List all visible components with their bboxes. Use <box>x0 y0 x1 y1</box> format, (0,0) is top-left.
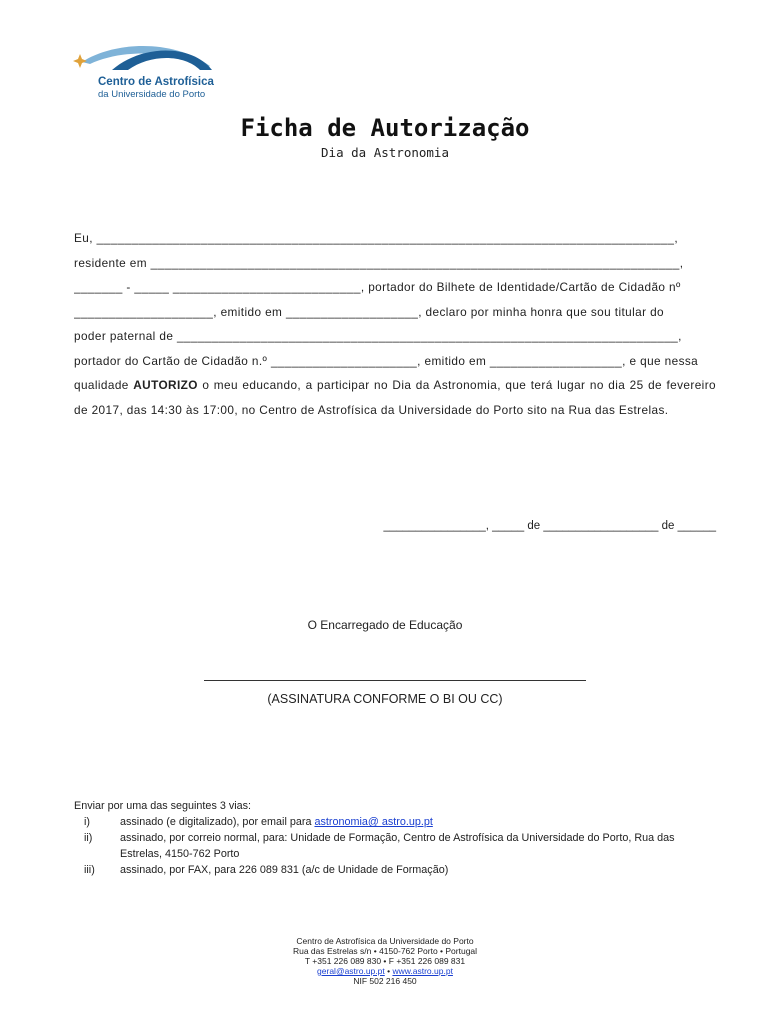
page-subtitle: Dia da Astronomia <box>321 145 449 160</box>
send-option-mail <box>74 830 714 862</box>
footer-separator: • <box>384 966 393 976</box>
form-line-student-name[interactable]: poder paternal de ________________________________________________________________________, <box>74 329 682 343</box>
send-option-fax <box>74 862 714 878</box>
date-location-field[interactable]: ________________, _____ de __________________ de ______ <box>383 520 716 532</box>
authorization-keyword: AUTORIZO <box>133 378 198 392</box>
send-option-email <box>74 814 714 830</box>
authorization-text-after: o meu educando, a participar no Dia da Astronomia, que terá lugar no dia 25 de fevereiro de 2017, das 14:30 às 17:00, no Centro de Astrofísica da Universidade do Porto sito na Rua das Estrelas. <box>74 378 716 417</box>
form-authorization-paragraph <box>74 373 716 422</box>
guardian-label: O Encarregado de Educação <box>307 618 463 632</box>
signature-line[interactable] <box>204 680 586 681</box>
footer-email-link[interactable]: geral@astro.up.pt <box>317 966 385 976</box>
logo-star-icon <box>73 54 87 68</box>
email-link[interactable]: astronomia@ astro.up.pt <box>314 816 433 828</box>
form-line-name[interactable]: Eu, ___________________________________________________________________________________, <box>74 231 679 245</box>
footer-institution: Centro de Astrofísica da Universidade do Porto <box>296 936 474 946</box>
footer-nif: NIF 502 216 450 <box>353 976 417 986</box>
send-intro: Enviar por uma das seguintes 3 vias: <box>74 800 252 812</box>
form-line-id-issued[interactable]: ____________________, emitido em ___________________, declaro por minha honra que sou titular do <box>74 304 665 319</box>
form-line-student-cc[interactable]: portador do Cartão de Cidadão n.º _____________________, emitido em ___________________, e que nessa <box>74 353 699 368</box>
send-option-text: assinado (e digitalizado), por email para <box>120 816 315 828</box>
signature-caption: (ASSINATURA CONFORME O BI OU CC) <box>267 692 503 706</box>
send-option-number: i) <box>84 816 90 828</box>
footer-website-link[interactable]: www.astro.up.pt <box>392 966 453 976</box>
footer-phone-fax: T +351 226 089 830 • F +351 226 089 831 <box>304 956 466 966</box>
send-options-list <box>74 814 714 878</box>
send-option-number: ii) <box>84 832 93 844</box>
page-footer <box>0 936 770 986</box>
send-instructions <box>74 798 714 878</box>
logo-title: Centro de Astrofísica <box>98 76 214 88</box>
send-option-number: iii) <box>84 864 95 876</box>
form-line-id-number[interactable]: _______ - _____ ___________________________, portador do Bilhete de Identidade/Cartão de Cidadão nº <box>74 280 681 294</box>
form-line-residence[interactable]: residente em ____________________________________________________________________________, <box>74 255 684 270</box>
logo-subtitle: da Universidade do Porto <box>98 89 206 100</box>
page-title: Ficha de Autorização <box>240 114 530 142</box>
send-option-text: assinado, por correio normal, para: Unidade de Formação, Centro de Astrofísica da Universidade do Porto, Rua das Estrelas, 4150-762 Porto <box>120 832 675 860</box>
footer-address: Rua das Estrelas s/n • 4150-762 Porto • Portugal <box>292 946 478 956</box>
authorization-form-text <box>74 226 716 422</box>
authorization-text-before: qualidade <box>74 378 134 392</box>
send-option-text: assinado, por FAX, para 226 089 831 (a/c de Unidade de Formação) <box>120 864 449 876</box>
footer-contacts <box>0 966 770 976</box>
